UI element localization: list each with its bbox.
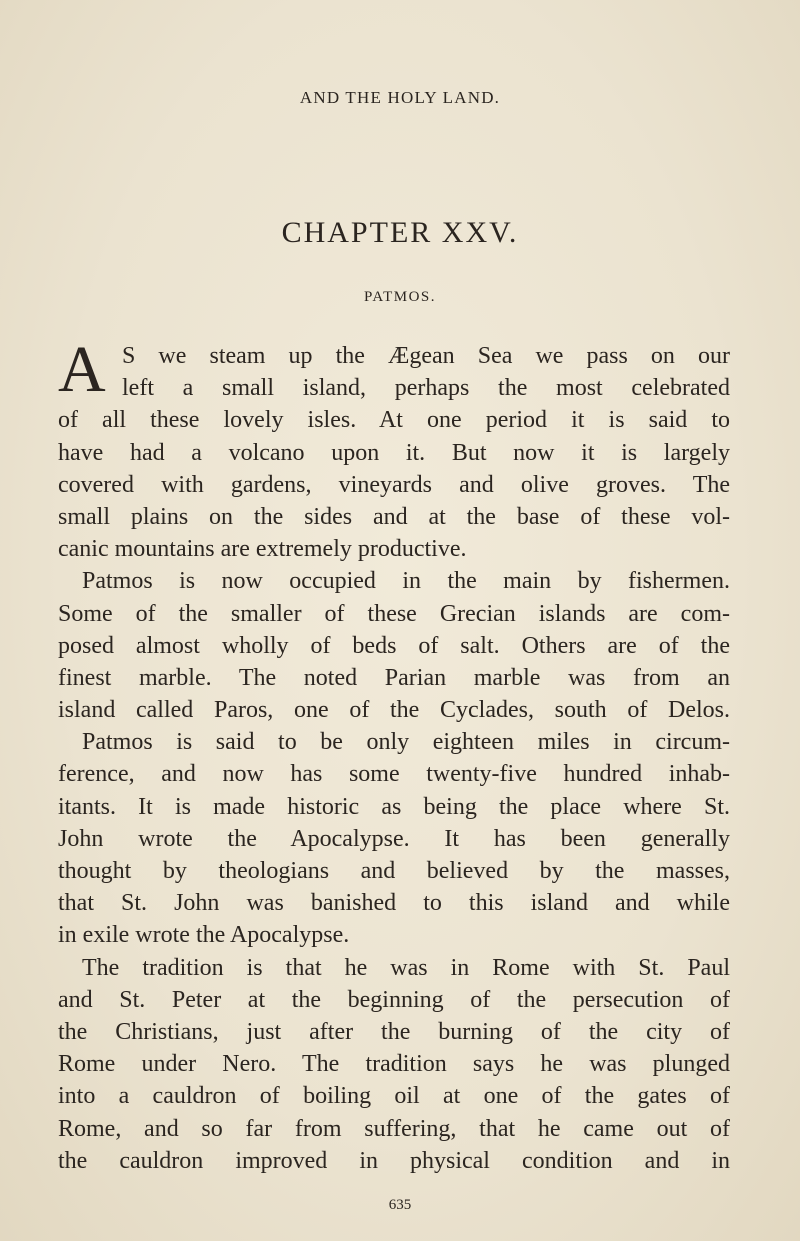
text-line: The tradition is that he was in Rome with St. Paul xyxy=(82,954,730,981)
chapter-title: CHAPTER XXV. xyxy=(281,216,519,249)
text-line: Some of the smaller of these Grecian islands are com- xyxy=(58,600,730,627)
text-line: the Christians, just after the burning of the city of xyxy=(58,1018,730,1045)
text-line: the cauldron improved in physical condition and in xyxy=(58,1147,730,1174)
text-line: in exile wrote the Apocalypse. xyxy=(58,922,350,949)
drop-cap: A xyxy=(58,333,106,406)
running-head: AND THE HOLY LAND. xyxy=(299,88,501,107)
page-number: 635 xyxy=(388,1197,412,1213)
text-line: S we steam up the Ægean Sea we pass on our xyxy=(122,343,730,369)
text-line: left a small island, perhaps the most celebrated xyxy=(122,375,730,402)
text-line: finest marble. The noted Parian marble was from an xyxy=(58,664,730,691)
text-line: island called Paros, one of the Cyclades, south of Delos. xyxy=(58,697,730,724)
text-line: posed almost wholly of beds of salt. Others are of the xyxy=(58,632,730,659)
text-line: John wrote the Apocalypse. It has been generally xyxy=(58,825,730,852)
text-line: small plains on the sides and at the base of these vol- xyxy=(58,503,730,530)
text-line: Rome under Nero. The tradition says he was plunged xyxy=(58,1051,730,1078)
text-line: Patmos is said to be only eighteen miles in circum- xyxy=(82,729,730,756)
text-line: and St. Peter at the beginning of the persecution of xyxy=(58,986,730,1013)
body-text xyxy=(58,340,730,1177)
text-line: of all these lovely isles. At one period it is said to xyxy=(58,407,730,434)
text-line: Rome, and so far from suffering, that he came out of xyxy=(58,1115,730,1142)
text-line: thought by theologians and believed by the masses, xyxy=(58,858,730,884)
text-line: have had a volcano upon it. But now it is largely xyxy=(58,439,730,466)
text-line: covered with gardens, vineyards and olive groves. The xyxy=(58,471,730,498)
text-line: itants. It is made historic as being the place where St. xyxy=(58,793,730,820)
section-title: PATMOS. xyxy=(363,289,437,305)
text-line: canic mountains are extremely productive. xyxy=(58,536,467,563)
text-line: ference, and now has some twenty-five hundred inhab- xyxy=(58,761,730,788)
text-line: that St. John was banished to this island and while xyxy=(58,890,730,917)
text-line: into a cauldron of boiling oil at one of the gates of xyxy=(58,1083,730,1110)
text-line: Patmos is now occupied in the main by fishermen. xyxy=(82,568,730,595)
